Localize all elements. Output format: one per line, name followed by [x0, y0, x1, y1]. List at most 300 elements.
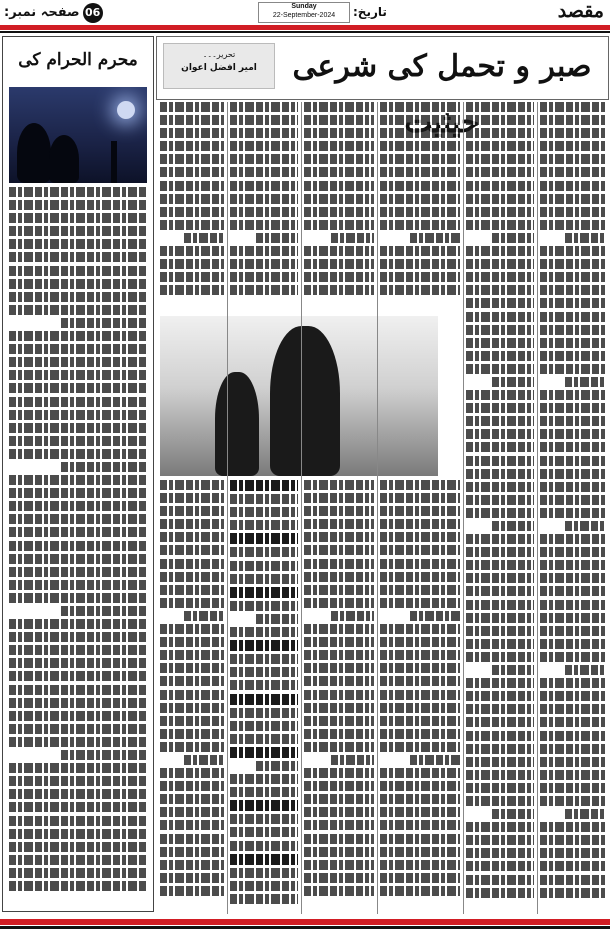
text-line: [160, 506, 224, 516]
text-line: [304, 141, 374, 151]
text-line: [160, 663, 224, 673]
text-line: [230, 507, 298, 517]
text-line: [160, 834, 224, 844]
text-line: [160, 690, 224, 700]
text-line: [304, 834, 374, 844]
article-column-9: [230, 480, 298, 912]
page-number-label: [4, 3, 103, 23]
text-line: [160, 637, 224, 647]
text-line: [540, 298, 606, 308]
text-line: [160, 128, 224, 138]
text-line: [184, 611, 224, 621]
text-line: [540, 482, 606, 492]
text-line: [380, 624, 460, 634]
text-line: [304, 794, 374, 804]
text-line: [540, 547, 606, 557]
article-column-3: [380, 102, 460, 312]
text-line: [540, 639, 606, 649]
text-line: [540, 416, 606, 426]
text-line: [61, 318, 147, 328]
text-line: [466, 102, 534, 112]
text-line: [256, 233, 298, 243]
text-line: [230, 207, 298, 217]
text-line: [466, 534, 534, 544]
text-line: [304, 585, 374, 595]
text-line: [540, 338, 606, 348]
text-line: [540, 456, 606, 466]
text-line: [540, 246, 606, 256]
text-line: [540, 731, 606, 741]
text-line: [380, 729, 460, 739]
text-line: [466, 639, 534, 649]
text-line: [380, 676, 460, 686]
text-line: [160, 493, 224, 503]
text-line: [230, 841, 298, 851]
figure-silhouette: [17, 123, 51, 183]
moon-glow: [117, 101, 135, 119]
text-line: [160, 650, 224, 660]
text-line: [466, 482, 534, 492]
text-line: [230, 708, 298, 718]
text-line: [380, 690, 460, 700]
text-line: [466, 573, 534, 583]
text-line: [230, 827, 298, 837]
text-line: [230, 167, 298, 177]
text-line: [466, 442, 534, 452]
footer-red-rule: [0, 919, 610, 925]
text-line: [230, 680, 298, 690]
text-line: [380, 480, 460, 490]
text-line: [160, 246, 224, 256]
text-line: [230, 115, 298, 125]
text-line: [9, 763, 147, 773]
article-column-8: [304, 480, 374, 912]
article-column-4: [304, 102, 374, 312]
text-line: [380, 663, 460, 673]
text-line: [540, 285, 606, 295]
text-line: [466, 600, 534, 610]
figure-silhouette: [111, 141, 117, 183]
text-line: [230, 774, 298, 784]
text-line: [160, 585, 224, 595]
page-number-caption: صفحہ نمبر:: [4, 5, 80, 20]
text-line: [540, 390, 606, 400]
text-line: [230, 181, 298, 191]
text-line: [160, 532, 224, 542]
text-line: [230, 272, 298, 282]
byline-box: [163, 43, 275, 89]
date-box: [258, 2, 350, 23]
text-line: [466, 194, 534, 204]
text-line: [9, 711, 147, 721]
text-line: [304, 637, 374, 647]
text-line: [230, 220, 298, 230]
text-line: [380, 493, 460, 503]
text-line: [160, 794, 224, 804]
text-line: [540, 259, 606, 269]
text-line: [9, 671, 147, 681]
text-line: [160, 272, 224, 282]
text-line: [9, 410, 147, 420]
text-line: [304, 886, 374, 896]
text-line: [9, 554, 147, 564]
article-column-10: [160, 480, 224, 912]
header-black-rule: [0, 31, 610, 33]
text-line: [230, 102, 298, 112]
text-line: [230, 814, 298, 824]
text-line: [331, 755, 374, 765]
text-line: [380, 259, 460, 269]
text-line: [160, 545, 224, 555]
text-line: [184, 755, 224, 765]
text-line: [540, 351, 606, 361]
text-line: [9, 527, 147, 537]
text-line: [380, 807, 460, 817]
text-line: [466, 456, 534, 466]
text-line: [230, 654, 298, 664]
text-line: [565, 809, 606, 819]
text-line: [230, 721, 298, 731]
text-line: [540, 312, 606, 322]
text-line: [466, 154, 534, 164]
text-line: [9, 645, 147, 655]
text-line: [9, 868, 147, 878]
article-column-1: [540, 102, 606, 914]
text-line: [540, 704, 606, 714]
text-line: [540, 586, 606, 596]
text-line: [466, 429, 534, 439]
text-line: [9, 239, 147, 249]
text-line: [304, 272, 374, 282]
text-line: [9, 187, 147, 197]
text-line: [184, 233, 224, 243]
text-line: [540, 770, 606, 780]
figure-silhouette: [49, 135, 79, 183]
text-line: [230, 868, 298, 878]
text-line: [160, 781, 224, 791]
text-line: [304, 716, 374, 726]
text-line: [230, 894, 298, 904]
text-line: [380, 742, 460, 752]
text-line: [466, 364, 534, 374]
text-line: [540, 652, 606, 662]
column-divider: [301, 102, 302, 914]
text-line: [466, 875, 534, 885]
text-line: [466, 835, 534, 845]
text-line: [304, 246, 374, 256]
text-line: [160, 194, 224, 204]
text-line: [492, 809, 534, 819]
text-line: [380, 545, 460, 555]
text-line: [540, 757, 606, 767]
text-line: [466, 207, 534, 217]
text-line: [9, 658, 147, 668]
text-line: [304, 519, 374, 529]
text-line: [230, 285, 298, 295]
sidebar-article: [2, 36, 154, 912]
text-line: [540, 560, 606, 570]
text-line: [61, 750, 147, 760]
text-line: [160, 154, 224, 164]
text-line: [230, 787, 298, 797]
text-line: [466, 325, 534, 335]
text-line: [380, 572, 460, 582]
text-line: [304, 102, 374, 112]
text-line: [466, 115, 534, 125]
text-line: [9, 370, 147, 380]
article-photo: [160, 316, 438, 476]
text-line: [230, 747, 298, 758]
text-line: [304, 506, 374, 516]
text-line: [160, 716, 224, 726]
text-line: [9, 802, 147, 812]
text-line: [540, 508, 606, 518]
text-line: [540, 573, 606, 583]
text-line: [466, 678, 534, 688]
text-line: [466, 652, 534, 662]
text-line: [410, 755, 460, 765]
text-line: [380, 272, 460, 282]
text-line: [160, 115, 224, 125]
text-line: [160, 285, 224, 295]
article-headline: صبر و تحمل کی شرعی: [292, 49, 592, 84]
text-line: [304, 820, 374, 830]
text-line: [304, 493, 374, 503]
text-line: [540, 469, 606, 479]
text-line: [9, 475, 147, 485]
text-line: [9, 593, 147, 603]
text-line: [61, 462, 147, 472]
text-line: [160, 559, 224, 569]
text-line: [466, 822, 534, 832]
text-line: [540, 154, 606, 164]
text-line: [230, 640, 298, 651]
newspaper-logo: مقصد: [557, 0, 604, 22]
text-line: [160, 480, 224, 490]
text-line: [540, 272, 606, 282]
text-line: [160, 572, 224, 582]
text-line: [304, 663, 374, 673]
header-red-rule: [0, 25, 610, 30]
text-line: [230, 667, 298, 677]
text-line: [304, 703, 374, 713]
text-line: [9, 213, 147, 223]
text-line: [466, 351, 534, 361]
text-line: [256, 761, 298, 771]
text-line: [304, 115, 374, 125]
text-line: [466, 547, 534, 557]
text-line: [9, 305, 147, 315]
text-line: [380, 873, 460, 883]
page-number: 06: [83, 3, 103, 23]
text-line: [540, 691, 606, 701]
text-line: [540, 613, 606, 623]
text-line: [540, 783, 606, 793]
text-line: [540, 861, 606, 871]
text-line: [230, 194, 298, 204]
text-line: [160, 886, 224, 896]
text-line: [380, 781, 460, 791]
text-line: [466, 298, 534, 308]
text-line: [304, 847, 374, 857]
text-line: [466, 141, 534, 151]
text-line: [380, 181, 460, 191]
child-silhouette: [215, 372, 259, 476]
text-line: [540, 403, 606, 413]
text-line: [540, 678, 606, 688]
text-line: [9, 698, 147, 708]
page-header: [0, 0, 610, 24]
text-line: [466, 744, 534, 754]
text-line: [9, 226, 147, 236]
text-line: [540, 364, 606, 374]
text-line: [304, 860, 374, 870]
text-line: [230, 494, 298, 504]
text-line: [230, 154, 298, 164]
text-line: [466, 128, 534, 138]
text-line: [304, 742, 374, 752]
text-line: [380, 834, 460, 844]
text-line: [380, 598, 460, 608]
column-divider: [227, 102, 228, 914]
text-line: [160, 259, 224, 269]
text-line: [304, 807, 374, 817]
text-line: [466, 757, 534, 767]
text-line: [160, 847, 224, 857]
text-line: [380, 167, 460, 177]
text-line: [466, 704, 534, 714]
text-line: [160, 598, 224, 608]
text-line: [160, 873, 224, 883]
text-line: [380, 115, 460, 125]
text-line: [466, 285, 534, 295]
text-line: [331, 611, 374, 621]
text-line: [380, 519, 460, 529]
text-line: [160, 220, 224, 230]
text-line: [9, 619, 147, 629]
text-line: [380, 860, 460, 870]
text-line: [466, 312, 534, 322]
text-line: [304, 128, 374, 138]
text-line: [160, 624, 224, 634]
text-line: [466, 495, 534, 505]
text-line: [540, 325, 606, 335]
text-line: [540, 181, 606, 191]
text-line: [492, 665, 534, 675]
text-line: [9, 423, 147, 433]
text-line: [9, 632, 147, 642]
text-line: [380, 194, 460, 204]
text-line: [9, 449, 147, 459]
text-line: [9, 501, 147, 511]
text-line: [230, 533, 298, 544]
text-line: [9, 357, 147, 367]
text-line: [540, 875, 606, 885]
text-line: [540, 167, 606, 177]
text-line: [304, 572, 374, 582]
text-line: [380, 506, 460, 516]
text-line: [540, 102, 606, 112]
text-line: [304, 220, 374, 230]
text-line: [466, 167, 534, 177]
adult-silhouette: [270, 326, 340, 476]
text-line: [304, 729, 374, 739]
text-line: [9, 816, 147, 826]
text-line: [410, 611, 460, 621]
text-line: [9, 541, 147, 551]
text-line: [466, 181, 534, 191]
text-line: [380, 847, 460, 857]
text-line: [160, 768, 224, 778]
text-line: [380, 768, 460, 778]
text-line: [61, 606, 147, 616]
text-line: [9, 724, 147, 734]
text-line: [160, 181, 224, 191]
text-line: [9, 685, 147, 695]
byline-author: امیر افضل اعوان: [181, 63, 257, 73]
text-line: [540, 194, 606, 204]
text-line: [304, 873, 374, 883]
text-line: [230, 547, 298, 557]
date-label: تاریخ:: [353, 5, 387, 19]
text-line: [540, 744, 606, 754]
text-line: [565, 665, 606, 675]
text-line: [256, 614, 298, 624]
text-line: [9, 266, 147, 276]
text-line: [9, 789, 147, 799]
text-line: [160, 167, 224, 177]
text-line: [9, 567, 147, 577]
text-line: [540, 220, 606, 230]
text-line: [466, 403, 534, 413]
text-line: [466, 586, 534, 596]
text-line: [466, 338, 534, 348]
text-line: [492, 233, 534, 243]
text-line: [466, 416, 534, 426]
text-line: [304, 624, 374, 634]
text-line: [380, 585, 460, 595]
text-line: [9, 292, 147, 302]
text-line: [230, 587, 298, 598]
text-line: [466, 613, 534, 623]
text-line: [466, 259, 534, 269]
text-line: [540, 442, 606, 452]
text-line: [380, 559, 460, 569]
text-line: [380, 886, 460, 896]
text-line: [230, 800, 298, 811]
text-line: [304, 676, 374, 686]
text-line: [304, 545, 374, 555]
text-line: [230, 520, 298, 530]
text-line: [380, 820, 460, 830]
text-line: [466, 220, 534, 230]
text-line: [380, 220, 460, 230]
text-line: [380, 703, 460, 713]
text-line: [160, 729, 224, 739]
text-line: [230, 561, 298, 571]
text-line: [9, 397, 147, 407]
text-line: [160, 519, 224, 529]
text-line: [9, 344, 147, 354]
text-line: [466, 783, 534, 793]
text-line: [540, 848, 606, 858]
text-line: [160, 207, 224, 217]
text-line: [492, 521, 534, 531]
text-line: [304, 532, 374, 542]
text-line: [9, 331, 147, 341]
text-line: [160, 860, 224, 870]
text-line: [304, 690, 374, 700]
